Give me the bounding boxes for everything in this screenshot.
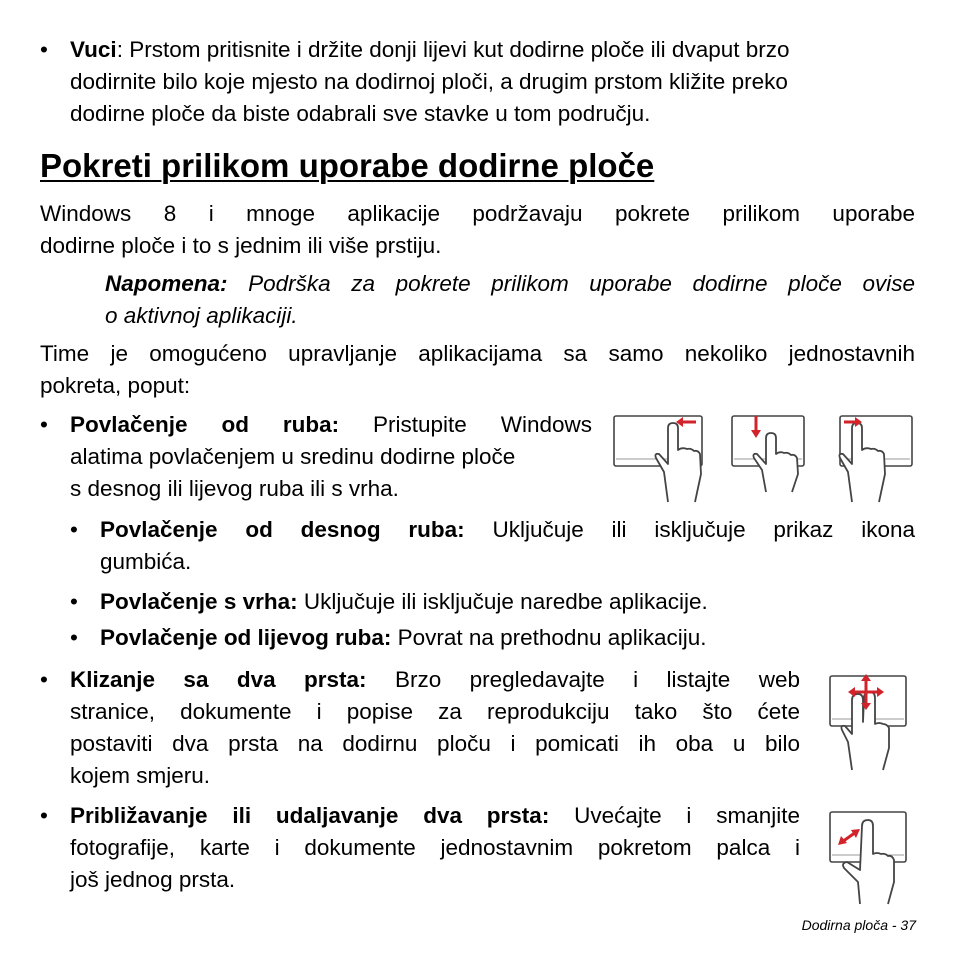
vuci-line-1: Vuci: Prstom pritisnite i držite donji lijevi kut dodirne ploče ili dvaput brzo (70, 37, 790, 62)
pinch-line-2: fotografije, karte i dokumente jednostavnim pokretom palca i (70, 835, 800, 860)
two-finger-line-4: kojem smjeru. (70, 763, 211, 788)
bullet: • (40, 37, 48, 62)
bullet: • (70, 625, 78, 650)
vuci-line-2: dodirnite bilo koje mjesto na dodirnoj ploči, a drugim prstom kližite preko (70, 69, 788, 94)
intro-line-2: dodirne ploče i to s jednim ili više prstiju. (40, 233, 442, 258)
page-footer: Dodirna ploča - 37 (801, 917, 916, 933)
edge-swipe-line-2: alatima povlačenjem u sredinu dodirne ploče (70, 444, 516, 469)
swipe-from-right-icon (612, 412, 708, 504)
bullet: • (40, 803, 48, 828)
pinch-line-3: još jednog prsta. (70, 867, 236, 892)
two-finger-line-2: stranice, dokumente i popise za reprodukciju tako što ćete (70, 699, 800, 724)
edge-swipe-term: Povlačenje od ruba: (70, 412, 340, 437)
page-title: Pokreti prilikom uporabe dodirne ploče (40, 147, 655, 184)
note-label: Napomena: (105, 271, 228, 296)
intro-line-1: Windows 8 i mnoge aplikacije podržavaju pokrete prilikom uporabe (40, 201, 915, 226)
pinch-line-1: Približavanje ili udaljavanje dva prsta: Uvećajte i smanjite (70, 803, 800, 828)
pinch-term: Približavanje ili udaljavanje dva prsta: (70, 803, 550, 828)
bullet: • (70, 517, 78, 542)
para2-line-2: pokreta, poput: (40, 373, 191, 398)
sub-top-line: Povlačenje s vrha: Uključuje ili isključuje naredbe aplikacije. (100, 589, 708, 614)
edge-swipe-line-1: Povlačenje od ruba: Pristupite Windows (70, 412, 592, 437)
sub-right-term: Povlačenje od desnog ruba: (100, 517, 465, 542)
bullet: • (40, 667, 48, 692)
edge-swipe-line-3: s desnog ili lijevog ruba ili s vrha. (70, 476, 399, 501)
para2-line-1: Time je omogućeno upravljanje aplikacijama sa samo nekoliko jednostavnih (40, 341, 915, 366)
sub-right-line-2: gumbića. (100, 549, 192, 574)
pinch-zoom-icon (826, 808, 910, 908)
sub-left-line: Povlačenje od lijevog ruba: Povrat na prethodnu aplikaciju. (100, 625, 707, 650)
note-line-2: o aktivnoj aplikaciji. (105, 303, 298, 328)
two-finger-line-1: Klizanje sa dva prsta: Brzo pregledavajte i listajte web (70, 667, 801, 692)
sub-top-term: Povlačenje s vrha: (100, 589, 298, 614)
two-finger-scroll-icon (826, 672, 910, 772)
swipe-from-top-icon (728, 412, 824, 504)
bullet: • (70, 589, 78, 614)
two-finger-line-3: postaviti dva prsta na dodirnu ploču i pomicati ih oba u bilo (70, 731, 800, 756)
vuci-line-3: dodirne ploče da biste odabrali sve stavke u tom području. (70, 101, 651, 126)
sub-right-line-1: Povlačenje od desnog ruba: Uključuje ili isključuje prikaz ikona (100, 517, 915, 542)
two-finger-term: Klizanje sa dva prsta: (70, 667, 367, 692)
swipe-from-left-icon (838, 412, 934, 504)
note-line-1: Napomena: Podrška za pokrete prilikom uporabe dodirne ploče ovise (105, 271, 915, 296)
bullet: • (40, 412, 48, 437)
vuci-term: Vuci (70, 37, 117, 62)
sub-left-term: Povlačenje od lijevog ruba: (100, 625, 392, 650)
